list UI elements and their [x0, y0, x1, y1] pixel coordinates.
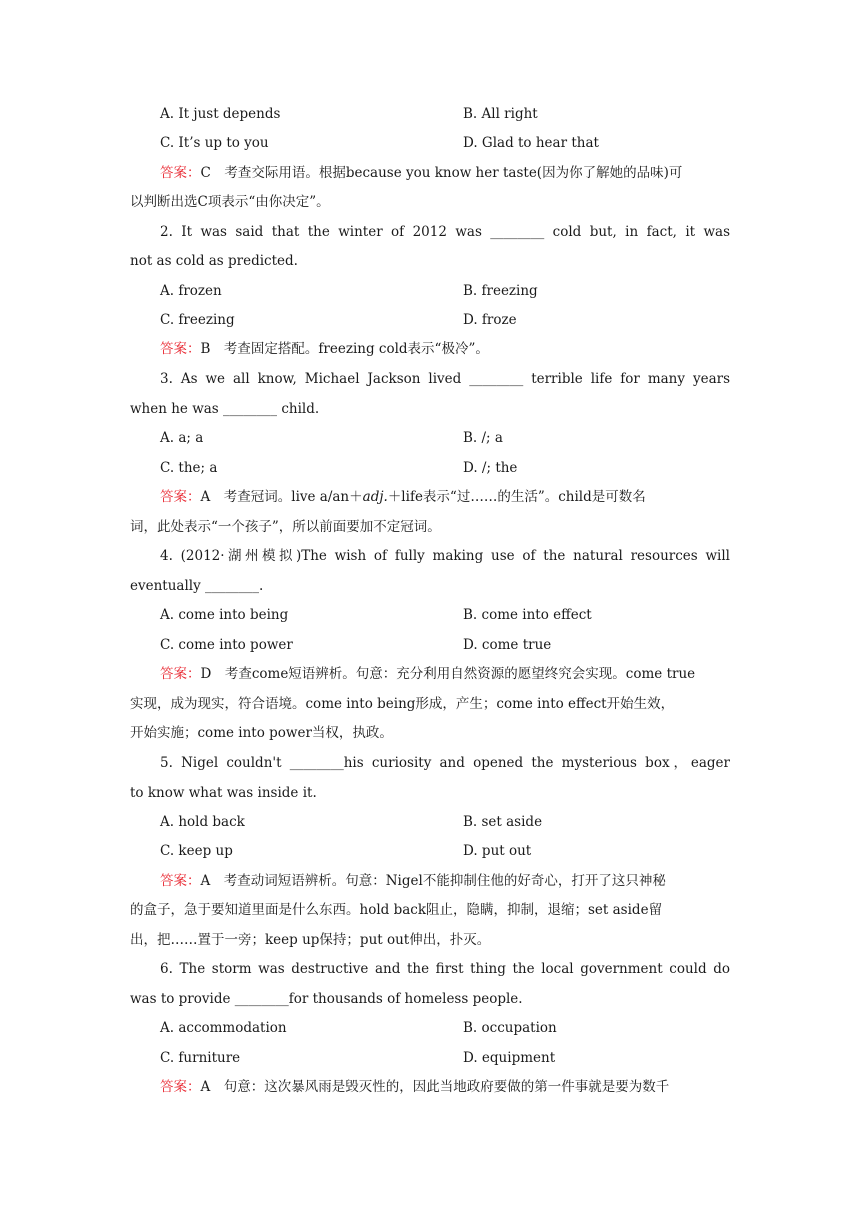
q5-answer-line-3: 出，把……置于一旁；keep up保持；put out伸出，扑灭。: [130, 932, 491, 948]
answer-label: 答案：: [160, 873, 201, 889]
q5-option-b: B. set aside: [463, 814, 543, 830]
q1-option-b: B. All right: [463, 106, 538, 122]
q5-option-d: D. put out: [463, 843, 532, 859]
q3-stem-line-2: when he was ________ child.: [130, 401, 320, 417]
q3-option-b: B. /; a: [463, 430, 503, 446]
q2-stem-line-2: not as cold as predicted.: [130, 253, 298, 269]
q2-option-a: A. frozen: [160, 283, 222, 299]
q3-answer-line-2: 词，此处表示“一个孩子”，所以前面要加不定冠词。: [130, 519, 441, 535]
q6-stem-line-2: was to provide ________for thousands of homeless people.: [130, 991, 523, 1007]
q6-answer-line-1: [160, 1078, 730, 1096]
q6-answer-text: A 句意：这次暴风雨是毁灭性的，因此当地政府要做的第一件事就是要为数千: [200, 1079, 670, 1095]
q4-option-b: B. come into effect: [463, 607, 592, 623]
q6-option-d: D. equipment: [463, 1050, 556, 1066]
q5-answer-text: A 考查动词短语辨析。句意：Nigel不能抑制住他的好奇心，打开了这只神秘: [200, 873, 666, 889]
q4-option-d: D. come true: [463, 637, 552, 653]
q3-answer-text-b: ＋life表示“过……的生活”。child是可数名: [387, 489, 646, 505]
q1-answer-line-1: [160, 164, 730, 182]
q5-stem-line-2: to know what was inside it.: [130, 785, 317, 801]
q3-option-a: A. a; a: [160, 430, 204, 446]
q5-option-a: A. hold back: [160, 814, 245, 830]
q6-option-b: B. occupation: [463, 1020, 557, 1036]
q1-answer-text: C 考查交际用语。根据because you know her taste(因为你了解她的品味)可: [200, 165, 683, 181]
q4-stem-line-1: 4. (2012·湖州模拟)The wish of fully making use of the natural resources will: [160, 548, 730, 564]
answer-label: 答案：: [160, 1079, 201, 1095]
q1-answer-line-2: 以判断出选C项表示“由你决定”。: [130, 194, 330, 210]
q2-stem-line-1: 2. It was said that the winter of 2012 was ________ cold but, in fact, it was: [160, 224, 730, 240]
q2-option-d: D. froze: [463, 312, 517, 328]
q4-stem-line-2: eventually ________.: [130, 578, 264, 594]
q4-answer-line-2: 实现，成为现实，符合语境。come into being形成，产生；come into effect开始生效，: [130, 696, 675, 712]
q5-answer-line-1: [160, 872, 730, 890]
q6-stem-line-1: 6. The storm was destructive and the first thing the local government could do: [160, 961, 730, 977]
q5-answer-line-2: 的盒子，急于要知道里面是什么东西。hold back阻止，隐瞒，抑制，退缩；set aside留: [130, 902, 663, 918]
answer-label: 答案：: [160, 489, 201, 505]
q3-answer-text-a: A 考查冠词。live a/an＋: [200, 489, 363, 505]
q1-option-c: C. It’s up to you: [160, 135, 269, 151]
q3-stem-line-1: 3. As we all know, Michael Jackson lived ________ terrible life for many years: [160, 371, 730, 387]
q5-option-c: C. keep up: [160, 843, 233, 859]
q3-answer-adj: adj.: [362, 489, 388, 505]
q2-answer-line-1: [160, 340, 730, 358]
q1-option-d: D. Glad to hear that: [463, 135, 599, 151]
q2-option-b: B. freezing: [463, 283, 538, 299]
q4-option-a: A. come into being: [160, 607, 289, 623]
q2-option-c: C. freezing: [160, 312, 235, 328]
q1-option-a: A. It just depends: [160, 106, 281, 122]
q3-answer-line-1: [160, 488, 730, 506]
answer-label: 答案：: [160, 666, 201, 682]
q3-option-c: C. the; a: [160, 460, 218, 476]
q3-option-d: D. /; the: [463, 460, 518, 476]
q5-stem-line-1: 5. Nigel couldn't ________his curiosity and opened the mysterious box，eager: [160, 755, 730, 771]
q4-answer-line-3: 开始实施；come into power当权，执政。: [130, 725, 393, 741]
answer-label: 答案：: [160, 165, 201, 181]
q4-answer-line-1: [160, 665, 730, 683]
q4-option-c: C. come into power: [160, 637, 293, 653]
q4-answer-text: D 考查come短语辨析。句意：充分利用自然资源的愿望终究会实现。come true: [200, 666, 696, 682]
q2-answer-text: B 考查固定搭配。freezing cold表示“极冷”。: [200, 341, 489, 357]
q6-option-c: C. furniture: [160, 1050, 241, 1066]
answer-label: 答案：: [160, 341, 201, 357]
q6-option-a: A. accommodation: [160, 1020, 287, 1036]
